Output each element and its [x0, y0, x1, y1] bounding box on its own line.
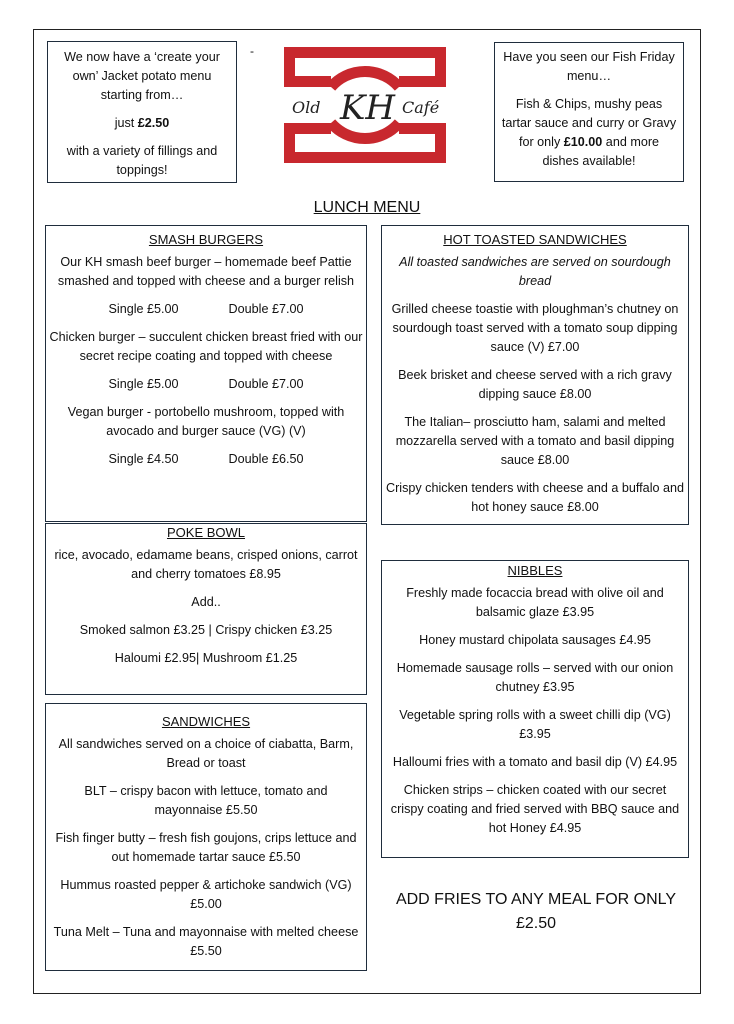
nibble-item: Chicken strips – chicken coated with our secret crispy coating and fried served with BBQ sauce and hot Honey £4.95: [390, 783, 680, 835]
section-title: SMASH BURGERS: [148, 232, 264, 247]
nibbles-section: [381, 560, 689, 858]
jacket-potato-promo: [47, 41, 237, 183]
hot-item: The Italian– prosciutto ham, salami and melted mozzarella served with a tomato and basil dipping sauce £8.00: [395, 415, 675, 467]
sandwich-item: Tuna Melt – Tuna and mayonnaise with melted cheese £5.50: [53, 925, 359, 958]
hot-note: All toasted sandwiches are served on sourdough bread: [399, 255, 671, 288]
promo-price-line: [56, 114, 228, 133]
single-price: Single £5.00: [108, 377, 179, 391]
nibble-item: Honey mustard chipolata sausages £4.95: [419, 633, 651, 647]
sandwich-item: Hummus roasted pepper & artichoke sandwich (VG) £5.00: [60, 878, 352, 911]
hot-item: Crispy chicken tenders with cheese and a buffalo and hot honey sauce £8.00: [386, 481, 685, 514]
promo-text: We now have a ‘create your own’ Jacket potato menu starting from…: [64, 50, 220, 102]
burger-prices: [48, 300, 364, 319]
smash-burgers-section: [45, 225, 367, 522]
poke-extra: Smoked salmon £3.25 | Crispy chicken £3.25: [79, 623, 333, 637]
poke-bowl-section: [45, 523, 367, 695]
poke-add: Add..: [191, 595, 221, 609]
hot-toasted-sandwiches-section: [381, 225, 689, 525]
double-price: Double £7.00: [228, 302, 304, 316]
nibble-item: Freshly made focaccia bread with olive oil and balsamic glaze £3.95: [406, 586, 664, 619]
nibble-item: Halloumi fries with a tomato and basil dip (V) £4.95: [392, 755, 678, 769]
section-title: SANDWICHES: [161, 714, 251, 729]
logo-word-cafe: Café: [402, 98, 440, 117]
promo-body-a: Fish & Chips, mushy peas tartar sauce and curry or Gravy for only: [501, 97, 677, 149]
sandwich-item: BLT – crispy bacon with lettuce, tomato and mayonnaise £5.50: [84, 784, 328, 817]
burger-desc: Vegan burger - portobello mushroom, topped with avocado and burger sauce (VG) (V): [67, 405, 345, 438]
promo-heading: Have you seen our Fish Friday menu…: [503, 50, 675, 83]
sandwich-item: All sandwiches served on a choice of ciabatta, Barm, Bread or toast: [58, 737, 354, 770]
fish-price: £10.00: [563, 135, 603, 149]
nibble-item: Vegetable spring rolls with a sweet chilli dip (VG) £3.95: [399, 708, 671, 741]
burger-desc: Chicken burger – succulent chicken breast fried with our secret recipe coating and topped with cheese: [49, 330, 363, 363]
hot-item: Grilled cheese toastie with ploughman’s chutney on sourdough toast served with a tomato soup dipping sauce (V) £7.00: [391, 302, 679, 354]
poke-extra: Haloumi £2.95| Mushroom £1.25: [114, 651, 298, 665]
nibble-item: Homemade sausage rolls – served with our onion chutney £3.95: [396, 661, 674, 694]
logo-word-old: Old: [292, 98, 321, 117]
hot-item: Beek brisket and cheese served with a rich gravy dipping sauce £8.00: [398, 368, 672, 401]
sandwiches-section: [45, 703, 367, 971]
section-title: NIBBLES: [507, 563, 563, 578]
section-title: HOT TOASTED SANDWICHES: [443, 232, 627, 247]
burger-desc: Our KH smash beef burger – homemade beef Pattie smashed and topped with cheese and a burger relish: [57, 255, 355, 288]
promo-body: [501, 95, 677, 171]
promo-body-b: and more dishes available!: [542, 135, 660, 168]
logo-kh: KH: [340, 88, 396, 128]
promo-text: with a variety of fillings and toppings!: [66, 144, 218, 177]
fish-friday-promo: [494, 42, 684, 182]
old-kh-cafe-logo: [284, 47, 446, 163]
menu-title: LUNCH MENU: [313, 199, 421, 216]
poke-desc: rice, avocado, edamame beans, crisped onions, carrot and cherry tomatoes £8.95: [54, 548, 358, 581]
double-price: Double £6.50: [228, 452, 304, 466]
stray-dash: -: [250, 44, 254, 58]
burger-prices: [48, 375, 364, 394]
fries-offer: ADD FRIES TO ANY MEAL FOR ONLY £2.50: [395, 891, 677, 932]
single-price: Single £5.00: [108, 302, 179, 316]
section-title: POKE BOWL: [166, 525, 246, 540]
single-price: Single £4.50: [108, 452, 179, 466]
promo-price-prefix: just: [114, 116, 138, 130]
double-price: Double £7.00: [228, 377, 304, 391]
promo-price: £2.50: [137, 116, 170, 130]
burger-prices: [48, 450, 364, 469]
sandwich-item: Fish finger butty – fresh fish goujons, crips lettuce and out homemade tartar sauce £5.50: [55, 831, 357, 864]
